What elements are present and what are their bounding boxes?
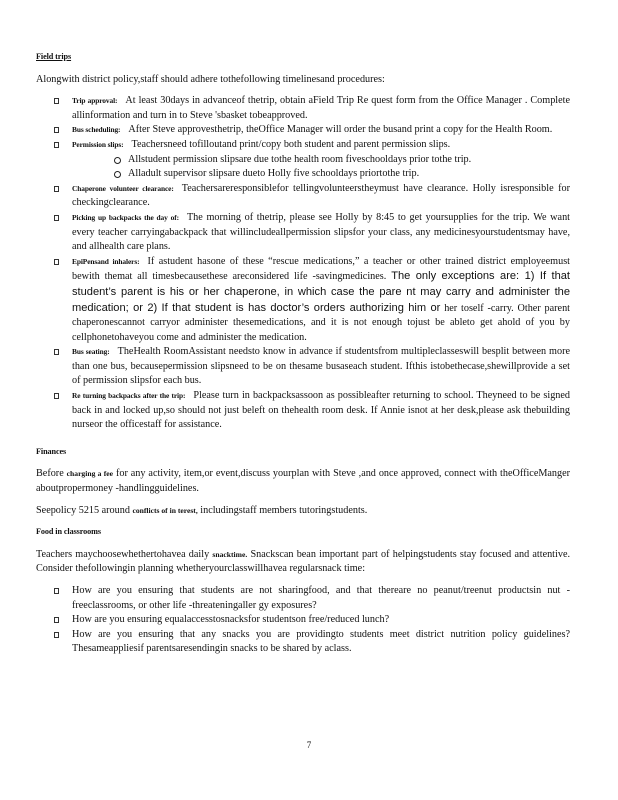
list-item: Bus scheduling: After Steve approvesthetrip, theOffice Manager will order the busand print a copy for the Health Room. [36, 123, 570, 138]
page-number: 7 [306, 740, 312, 750]
document-page [36, 50, 570, 661]
list-item: EpiPensand inhalers: If astudent hasone of these “rescue medications,” a teacher or other trained district employeemust bewith themat all timesbecausethese areconsidered life -savingmedicines. The only exceptions are: 1) If that student’s parent is his or her chaperone, in which case the pare nt may carry and administer the medication; or 2) If that student is has doctor’s orders authorizing him or her toself -carry. Other parent chaperonescannot carryor administer thesemedications, and it is not enough tojust be ableto get ahold of you by cellphonetohaveyou come and administer the medication. [36, 255, 570, 346]
exceptions-text: The only exceptions are: 1) If that student’s parent is his or her chaperone, in which case the pare nt may carry and administer the medication; or 2) If that student is has doctor’s orders authorizing him or [72, 270, 570, 314]
circle-bullet-icon [114, 157, 121, 164]
finances-para-1: Before charging a fee for any activity, item,or event,discuss yourplan with Steve ,and once approved, connect with theOfficeManger aboutpropermoney -handlingguidelines. [36, 468, 571, 495]
permission-subitems [72, 153, 570, 182]
square-bullet-icon [54, 349, 59, 355]
list-item: Permission slips: Teachersneed tofilloutand print/copy both student and parent permission slips. Allstudent permission slipsare due tothe health room fiveschooldays prior tothe trip. Alladult supervisor slipsare dueto Holly five schooldays priortothe trip. [36, 138, 570, 182]
list-item: Trip approval: At least 30days in advanceof thetrip, obtain aField Trip Re quest form from the Office Manager . Complete allinformation and turn in to Steve 'sbasket tobeapproved. [36, 94, 570, 123]
square-bullet-icon [54, 215, 59, 221]
square-bullet-icon [54, 142, 59, 148]
list-item: Picking up backpacks the day of: The morning of thetrip, please see Holly by 8:45 to get yoursupplies for the trip. We want every teacher carryingabackpack that willincludeallpermission slipsfor your class, any medicinesyourstudentsmay have, and allhealth care plans. [36, 211, 570, 255]
square-bullet-icon [54, 127, 59, 133]
list-item: How are you ensuring that any snacks you are providingto students meet district nutrition policy guidelines? Thesameappliesif parentsaresendingin snacks to be shared by aclass. [36, 628, 570, 657]
circle-bullet-icon [114, 171, 121, 178]
square-bullet-icon [54, 186, 59, 192]
field-trips-intro: Alongwith district policy,staff should adhere tothefollowing timelinesand procedures: [36, 73, 385, 85]
food-intro: Teachers maychoosewhethertohavea daily snacktime. Snackscan bean important part of helpingstudents stay focused and attentive. Consider thefollowingin planning whetheryourclasswillhavea regularsnack time: [36, 548, 571, 575]
field-trips-list [36, 94, 570, 433]
finances-para-2: Seepolicy 5215 around conflicts of in terest, includingstaff members tutoringstudents. [36, 504, 368, 516]
sub-list-item: Alladult supervisor slipsare dueto Holly five schooldays priortothe trip. [72, 167, 570, 182]
list-item: Chaperone volunteer clearance: Teachersareresponsiblefor tellingvolunteerstheymust have clearance. Holly isresponsible for checkingclearance. [36, 182, 570, 211]
food-heading: Food in classrooms [36, 527, 101, 537]
list-item: How are you ensuring that students are not sharingfood, and that thereare no peanut/treenut productsin nut -freeclassrooms, or other life -threateningaller gy exposures? [36, 584, 570, 613]
square-bullet-icon [54, 588, 59, 594]
square-bullet-icon [54, 617, 59, 623]
list-item: Bus seating: TheHealth RoomAssistant needsto know in advance if studentsfrom multipleclasseswill besplit between more than one bus, becausepermission slipsneed to be on thesame busaseach student. Ifthis istobethecase,shewillprovide a set of permission slipsfor each bus. [36, 345, 570, 389]
list-item: How are you ensuring equalaccesstosnacksfor studentson free/reduced lunch? [36, 613, 570, 628]
sub-list-item: Allstudent permission slipsare due tothe health room fiveschooldays prior tothe trip. [72, 153, 570, 168]
square-bullet-icon [54, 393, 59, 399]
field-trips-heading: Field trips [36, 52, 72, 61]
square-bullet-icon [54, 98, 59, 104]
food-list [36, 584, 570, 657]
finances-heading: Finances [36, 446, 67, 456]
list-item: Re turning backpacks after the trip: Please turn in backpacksassoon as possibleafter returning to school. Theyneed to be signed back in and locked up,so should not just beleft on thehealth room desk. If Annie isnot at her desk,please ask thebuilding nurseor the officestaff for assistance. [36, 389, 570, 433]
square-bullet-icon [54, 259, 59, 265]
square-bullet-icon [54, 632, 59, 638]
